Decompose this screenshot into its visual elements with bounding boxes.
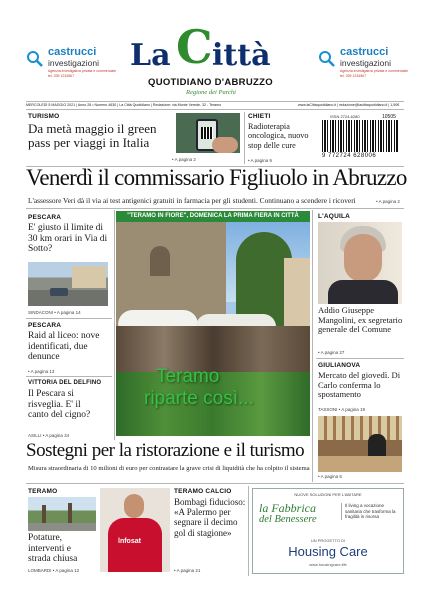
lead-ref: • A pagina 2 [376,199,400,204]
suit-shape [328,280,398,304]
dateline-left: MERCOLEDÌ 5 MAGGIO 2021 | Anno 28 • Numero 4630 | La Città Quotidiano | Redazione: via Monte Verede, 32 - Teramo [26,103,222,107]
right-ad-line2: tel. 339 1234567 [340,74,367,78]
center-banner: "TERAMO IN FIORE", DOMENICA LA PRIMA FIERA IN CITTÀ [116,211,310,222]
pescara2-ref: • A pagina 13 [28,369,55,374]
right-ad-brand2: investigazioni [340,58,392,68]
jersey-shape [108,518,162,572]
giulianova-ref: TASSONI • A pagina 19 [318,407,366,412]
right-ad-line1: Agenzia investigativa privata e commerciale [340,69,409,73]
left-ad-brand2: investigazioni [48,58,100,68]
magnifier-icon [318,50,336,68]
masthead-tagline: Regione dei Parchi [186,89,236,96]
vittoria-headline[interactable]: Il Pescara si risveglia. E' il canto del cigno? [28,389,91,420]
left-rule-1 [26,318,112,319]
calcio-ref: • A pagina 21 [174,568,201,573]
pescara1-headline[interactable]: E' giusto il limite di 30 km orari in Via di Sotto? [28,223,108,254]
teramo-kicker: TERAMO [28,488,58,495]
barcode-number: 9 772724 628006 [322,153,377,159]
laquila-headline[interactable]: Addio Giuseppe Mangolini, ex segretario generale del Comune [318,305,403,335]
newspaper-logo[interactable] [118,18,312,78]
ad-logo: Housing Care [288,544,368,559]
car-shape [50,288,68,296]
building-shape [72,266,106,288]
calcio-headline[interactable]: Bombagi fiducioso: «A Palermo per segnare il decimo gol di stagione» [174,497,246,538]
road-photo [28,262,108,306]
logo-la: La [130,38,171,73]
chieti-ref: • A pagina 9 [248,158,272,163]
masthead-subtitle: QUOTIDIANO D'ABRUZZO [148,77,273,88]
turismo-ref: • A pagina 2 [172,157,196,162]
vittoria-kicker: VITTORIA DEL DELFINO [28,380,102,386]
dateline-right: www.laCittaquotidiano.it | redazione@lacittaquotidiano.it | 1,50€ [298,103,400,107]
giulianova-kicker: GIULIANOVA [318,362,361,369]
market-stall-photo [318,416,402,472]
barcode-issue: 10505 [382,114,396,120]
ad-top-line: NUOVE SOLUZIONI PER L'ABITARE [294,492,362,497]
road-shape [28,290,108,306]
mangolini-portrait [318,222,402,304]
col-divider-top [244,112,245,164]
logo-c: C [176,20,213,74]
qr-code-icon [201,127,213,139]
shelf-shape [318,416,402,440]
turismo-headline[interactable]: Da metà maggio il green pass per viaggi in Italia [28,121,157,150]
dateline-rule-top [26,101,404,102]
cathedral-window [150,246,170,276]
jersey-sponsor: lnfosat [118,538,141,545]
second-lead-summary: Misura straordinaria di 10 milioni di euro per contrastare la grave crisi di liquidità che ha colpito il sistema [28,465,310,472]
logo-itta: ittà [212,38,271,73]
right-last-ref: • A pagina 5 [318,474,342,479]
masthead-right-ad[interactable] [318,46,422,84]
turismo-kicker: TURISMO [28,113,60,120]
second-lead-headline[interactable]: Sostegni per la ristorazione e il turismo [26,440,305,461]
ad-project: UN PROGETTO DI [310,538,346,543]
road-strip-shape [28,523,96,531]
teramo-market-photo [116,222,310,436]
magnifier-icon [26,50,44,68]
teramo-ref: LOMBARDI • A pagina 12 [28,568,80,573]
pescara2-headline[interactable]: Raid al liceo: nove identificati, due denunce [28,331,100,362]
umbrella-shape [118,310,198,326]
hand-shape [212,137,238,153]
right-rule-1 [316,358,404,359]
pescara1-ref: SINDACONI • A pagina 14 [28,310,81,315]
vittoria-ref: ASILLI • A pagina 34 [28,433,70,438]
calcio-kicker: TERAMO CALCIO [174,488,232,495]
ad-claim: Il living a vocazione sanitaria che trasforma la fragilità in risorsa [341,503,401,520]
left-ad-line1: Agenzia investigativa privata e commerciale [48,69,117,73]
laquila-ref: • A pagina 27 [318,350,345,355]
green-pass-photo [176,113,240,153]
lead-headline[interactable]: Venerdì il commissario Figliuolo in Abruzzo [26,165,407,190]
counter-shape [318,456,402,472]
dateline-rule-bottom [26,109,404,110]
pescara1-kicker: PESCARA [28,214,62,221]
rule-before-bottom [26,483,404,484]
left-ad-brand: castrucci [48,46,97,58]
barcode [322,120,398,152]
chieti-kicker: CHIETI [248,113,271,120]
left-rule-2 [26,376,112,377]
giulianova-headline[interactable]: Mercato del giovedì. Di Carlo conferma lo spostamento [318,370,401,400]
overlay-text-1: Teramo [156,366,220,387]
face-shape [344,234,382,282]
trees-photo [28,497,96,531]
ad-brand-b: del Benessere [259,514,317,525]
teramo-headline[interactable]: Potature, interventi e strada chiusa [28,533,78,564]
lead-summary: L'assessore Veri dà il via ai test antigenici gratuiti in farmacia per gli studenti. Continuano a scendere i ricoveri [28,196,356,205]
masthead [0,0,430,96]
overlay-text-2: riparte così... [144,388,254,409]
bombagi-photo [100,488,170,572]
ad-brand-a: la Fabbrica [259,501,316,515]
pescara2-kicker: PESCARA [28,322,62,329]
rule-after-lead [26,208,404,209]
head-shape [124,494,144,518]
left-ad-line2: tel. 339 1234567 [48,74,75,78]
ad-url: www.housingcare.life [309,562,347,567]
chieti-headline[interactable]: Radioterapia oncologica, nuovo stop delle cure [248,122,309,150]
laquila-kicker: L'AQUILA [318,213,351,220]
housing-care-ad[interactable] [252,488,404,574]
issn: ISSN 2724-6280 [330,114,360,119]
col-divider-bottom [248,486,249,576]
right-ad-brand: castrucci [340,46,389,58]
masthead-left-ad[interactable] [26,46,130,84]
col-divider-left [114,210,115,440]
